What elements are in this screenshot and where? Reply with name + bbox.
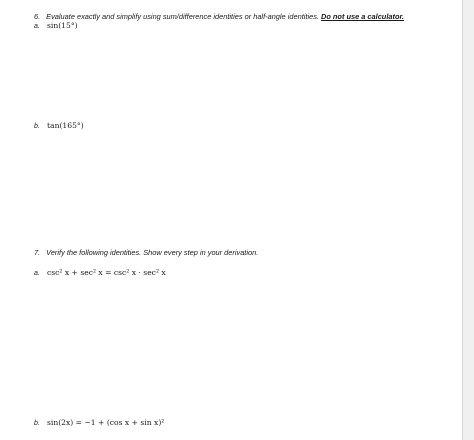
part-letter: a. <box>34 23 40 30</box>
question-6-number: 6. <box>34 12 41 21</box>
question-6-text: Evaluate exactly and simplify using sum/difference identities or half-angle identities. <box>46 12 322 21</box>
question-7-part-b <box>34 418 164 427</box>
question-6 <box>34 12 404 21</box>
question-6-emphasis: Do not use a calculator. <box>321 12 404 21</box>
question-6-part-a <box>34 21 78 30</box>
question-7 <box>34 248 258 257</box>
part-letter: b. <box>34 420 40 427</box>
page-edge-shadow <box>462 0 474 440</box>
question-7-part-a <box>34 268 166 277</box>
part-letter: a. <box>34 270 40 277</box>
math-expression: sin(2x) = −1 + (cos x + sin x)² <box>47 418 165 427</box>
part-letter: b. <box>34 123 40 130</box>
math-expression: csc² x + sec² x = csc² x · sec² x <box>47 268 166 277</box>
math-expression: sin(15°) <box>47 21 78 30</box>
question-6-part-b <box>34 121 84 130</box>
question-7-text: Verify the following identities. Show every step in your derivation. <box>46 248 259 257</box>
question-7-number: 7. <box>34 248 41 257</box>
math-expression: tan(165°) <box>47 121 84 130</box>
